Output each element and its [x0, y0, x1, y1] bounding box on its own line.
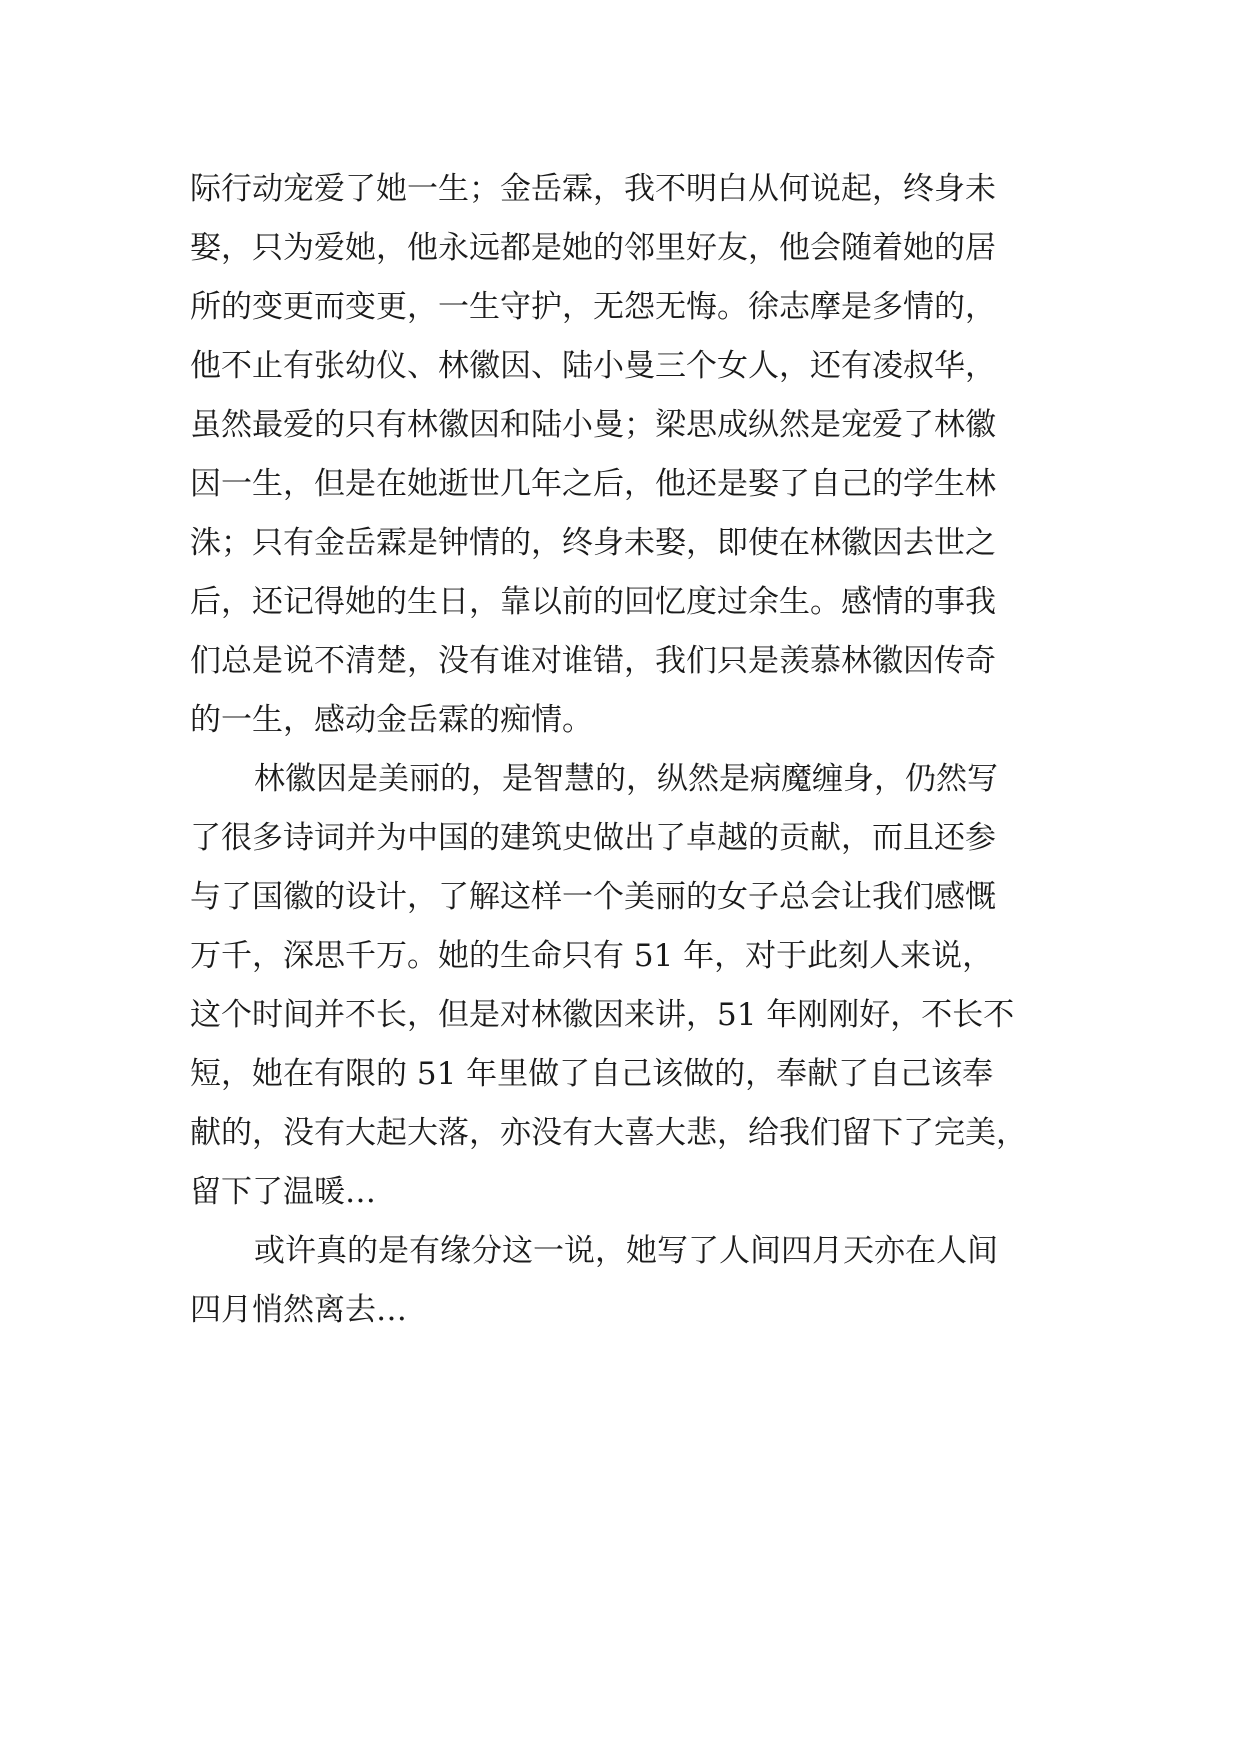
paragraph-line: 娶，只为爱她，他永远都是她的邻里好友，他会随着她的居: [190, 230, 996, 266]
paragraph-line: 短，她在有限的 51 年里做了自己该做的，奉献了自己该奉: [190, 1056, 994, 1092]
paragraph-line: 万千，深思千万。她的生命只有 51 年，对于此刻人来说，: [190, 938, 994, 974]
paragraph-line: 的一生，感动金岳霖的痴情。: [190, 702, 593, 738]
paragraph-3: [190, 1222, 1080, 1340]
paragraph-line: 因一生，但是在她逝世几年之后，他还是娶了自己的学生林: [190, 466, 996, 502]
paragraph-line: 了很多诗词并为中国的建筑史做出了卓越的贡献，而且还参: [190, 820, 996, 856]
paragraph-line: 们总是说不清楚，没有谁对谁错，我们只是羡慕林徽因传奇: [190, 643, 996, 679]
paragraph-line: 洙；只有金岳霖是钟情的，终身未娶，即使在林徽因去世之: [190, 525, 996, 561]
paragraph-line: 留下了温暖…: [190, 1174, 376, 1210]
paragraph-line: 四月悄然离去…: [190, 1292, 407, 1328]
paragraph-line: 虽然最爱的只有林徽因和陆小曼；梁思成纵然是宠爱了林徽: [190, 407, 996, 443]
paragraph-line: 或许真的是有缘分这一说，她写了人间四月天亦在人间: [254, 1233, 998, 1269]
paragraph-line: 林徽因是美丽的，是智慧的，纵然是病魔缠身，仍然写: [254, 761, 998, 797]
paragraph-line: 后，还记得她的生日，靠以前的回忆度过余生。感情的事我: [190, 584, 996, 620]
paragraph-line: 他不止有张幼仪、林徽因、陆小曼三个女人，还有凌叔华，: [190, 348, 996, 384]
document-body: [190, 160, 1080, 1340]
paragraph-2: [190, 750, 1080, 1222]
paragraph-line: 际行动宠爱了她一生；金岳霖，我不明白从何说起，终身未: [190, 171, 996, 207]
paragraph-line: 与了国徽的设计，了解这样一个美丽的女子总会让我们感慨: [190, 879, 996, 915]
paragraph-line: 这个时间并不长，但是对林徽因来讲，51 年刚刚好，不长不: [190, 997, 1015, 1033]
paragraph-line: 所的变更而变更，一生守护，无怨无悔。徐志摩是多情的，: [190, 289, 996, 325]
paragraph-line: 献的，没有大起大落，亦没有大喜大悲，给我们留下了完美，: [190, 1115, 1027, 1151]
paragraph-1: [190, 160, 1080, 750]
